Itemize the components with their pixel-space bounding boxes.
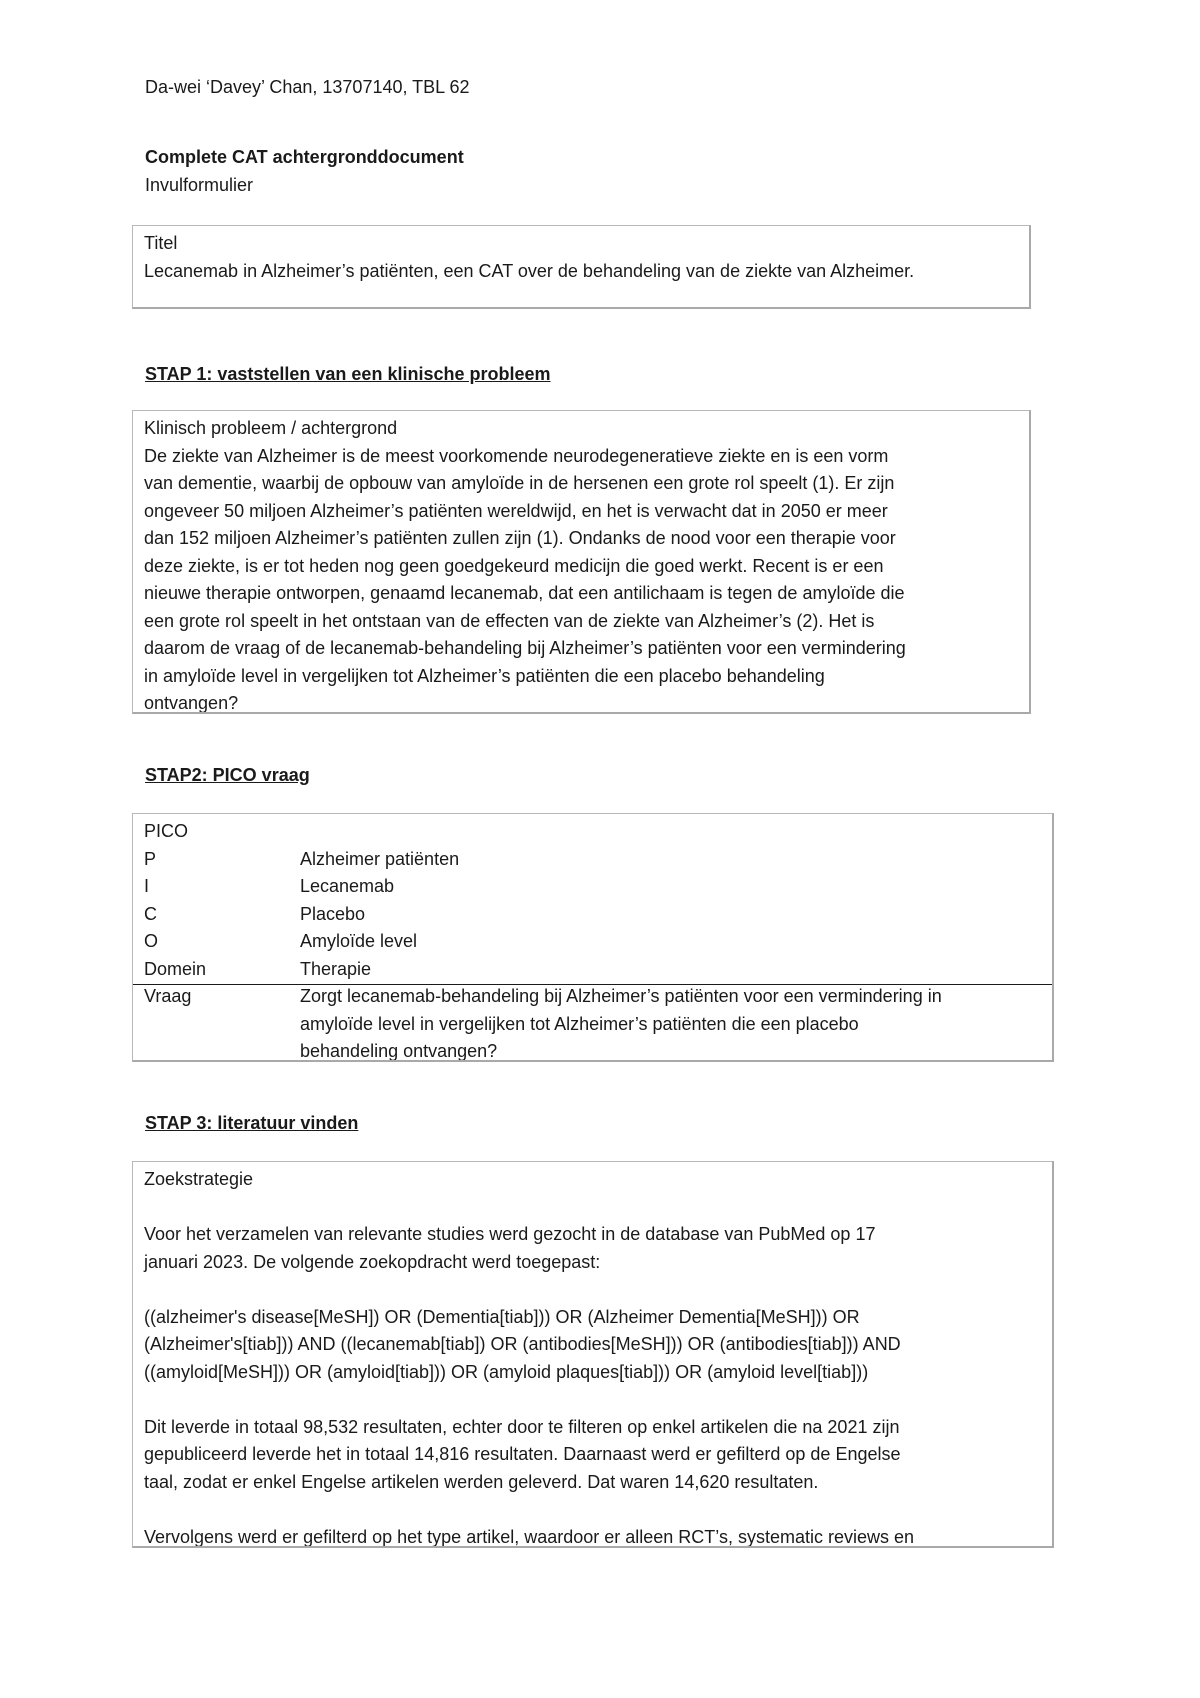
- pico-row-i: [144, 873, 1042, 901]
- pico-key: Vraag: [144, 986, 192, 1006]
- text-line: een grote rol speelt in het ontstaan van de effecten van de ziekte van Alzheimer’s (2). Het is: [144, 610, 875, 631]
- pico-row-vraag: [144, 983, 1042, 1062]
- pico-value: Placebo: [300, 903, 366, 924]
- pico-key: I: [144, 876, 150, 896]
- pico-value: Therapie: [300, 958, 372, 979]
- pico-key: O: [144, 931, 159, 951]
- text-line: gepubliceerd leverde het in totaal 14,816 resultaten. Daarnaast werd er gefilterd op de Engelse: [144, 1444, 901, 1464]
- text-line: ongeveer 50 miljoen Alzheimer’s patiënten wereldwijd, en het is verwacht dat in 2050 er meer: [144, 500, 888, 521]
- author-line: Da-wei ‘Davey’ Chan, 13707140, TBL 62: [145, 77, 470, 97]
- text-line: Zorgt lecanemab-behandeling bij Alzheimer’s patiënten voor een vermindering in: [300, 986, 942, 1006]
- pico-row-domein: [144, 956, 1042, 984]
- title-box: [132, 225, 1031, 309]
- pico-box: [132, 813, 1054, 1062]
- pico-value: Alzheimer patiënten: [300, 848, 460, 869]
- text-line: ((alzheimer's disease[MeSH]) OR (Dementia[tiab])) OR (Alzheimer Dementia[MeSH])) OR: [144, 1306, 860, 1327]
- text-line: ontvangen?: [144, 693, 239, 713]
- pico-value: Amyloïde level: [300, 931, 418, 951]
- search-strategy-label: Zoekstrategie: [144, 1169, 254, 1189]
- step2-heading: STAP2: PICO vraag: [145, 765, 310, 785]
- filter-paragraph: [144, 1524, 1042, 1549]
- search-paragraph: [144, 1221, 1042, 1276]
- pico-row-p: [144, 846, 1042, 874]
- pico-vraag-text: [300, 983, 1042, 1062]
- document-title: Complete CAT achtergronddocument: [145, 147, 464, 167]
- search-strategy-box: [132, 1161, 1054, 1548]
- step1-heading: STAP 1: vaststellen van een klinische probleem: [145, 364, 551, 384]
- pico-row-o: [144, 928, 1042, 956]
- text-line: deze ziekte, is er tot heden nog geen goedgekeurd medicijn die goed werkt. Recent is er een: [144, 555, 884, 576]
- text-line: (Alzheimer's[tiab])) AND ((lecanemab[tiab]) OR (antibodies[MeSH])) OR (antibodies[tiab])) AND: [144, 1334, 901, 1354]
- title-box-value: Lecanemab in Alzheimer’s patiënten, een CAT over de behandeling van de ziekte van Alzheimer.: [144, 260, 915, 281]
- results-paragraph: [144, 1414, 1042, 1497]
- pico-label: PICO: [144, 821, 189, 841]
- text-line: Vervolgens werd er gefilterd op het type artikel, waardoor er alleen RCT’s, systematic reviews en: [144, 1526, 915, 1547]
- text-line: De ziekte van Alzheimer is de meest voorkomende neurodegeneratieve ziekte en is een vorm: [144, 445, 889, 466]
- clinical-problem-text: [144, 443, 1019, 715]
- clinical-problem-box: [132, 410, 1031, 714]
- text-line: in amyloïde level in vergelijken tot Alzheimer’s patiënten die een placebo behandeling: [144, 665, 825, 686]
- step3-heading: STAP 3: literatuur vinden: [145, 1113, 359, 1133]
- text-line: januari 2023. De volgende zoekopdracht werd toegepast:: [144, 1251, 601, 1272]
- text-line: amyloïde level in vergelijken tot Alzheimer’s patiënten die een placebo: [300, 1013, 859, 1034]
- text-line: dan 152 miljoen Alzheimer’s patiënten zullen zijn (1). Ondanks de nood voor een therapie voor: [144, 528, 896, 548]
- pico-row-c: [144, 901, 1042, 929]
- pico-value: Lecanemab: [300, 876, 395, 896]
- pico-key: P: [144, 848, 157, 869]
- text-line: ((amyloid[MeSH])) OR (amyloid[tiab])) OR (amyloid plaques[tiab])) OR (amyloid level[tiab])): [144, 1361, 869, 1382]
- document-subtitle: Invulformulier: [145, 175, 254, 195]
- clinical-problem-label: Klinisch probleem / achtergrond: [144, 418, 398, 438]
- pico-key: Domein: [144, 958, 207, 979]
- pico-key: C: [144, 903, 157, 924]
- text-line: daarom de vraag of de lecanemab-behandeling bij Alzheimer’s patiënten voor een vermindering: [144, 638, 906, 658]
- text-line: Voor het verzamelen van relevante studies werd gezocht in de database van PubMed op 17: [144, 1224, 876, 1244]
- text-line: behandeling ontvangen?: [300, 1041, 498, 1061]
- title-box-label: Titel: [144, 233, 178, 253]
- text-line: taal, zodat er enkel Engelse artikelen werden geleverd. Dat waren 14,620 resultaten.: [144, 1471, 819, 1492]
- text-line: nieuwe therapie ontworpen, genaamd lecanemab, dat een antilichaam is tegen de amyloïde die: [144, 583, 905, 603]
- text-line: van dementie, waarbij de opbouw van amyloïde in de hersenen een grote rol speelt (1). Er zijn: [144, 473, 895, 493]
- search-query: [144, 1304, 1042, 1387]
- text-line: Dit leverde in totaal 98,532 resultaten, echter door te filteren op enkel artikelen die na 2021 zijn: [144, 1416, 900, 1437]
